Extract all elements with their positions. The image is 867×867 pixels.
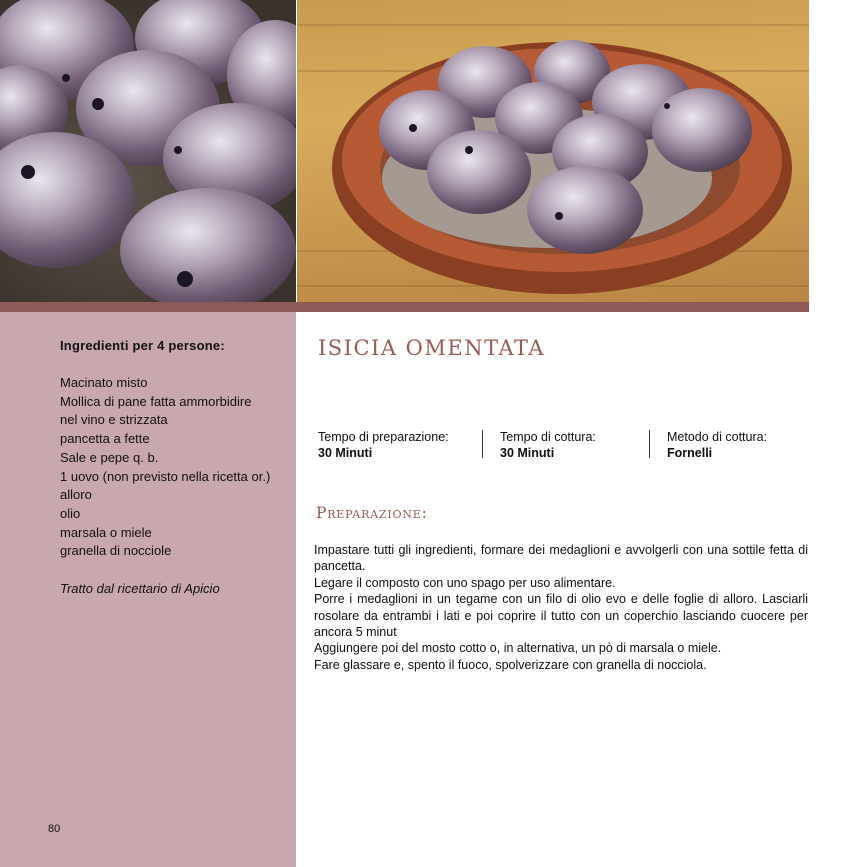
- ingredient-item: marsala o miele: [60, 524, 152, 540]
- preparation-paragraph: Legare il composto con uno spago per uso alimentare.: [314, 575, 616, 590]
- preparation-paragraph: Aggiungere poi del mosto cotto o, in alternativa, un pò di marsala o miele.: [314, 641, 722, 656]
- meta-label: Tempo di cottura:: [500, 430, 596, 444]
- preparation-paragraph: Impastare tutti gli ingredienti, formare dei medaglioni e avvolgerli con una sottile fetta di pancetta.: [314, 543, 808, 574]
- meta-divider: [482, 430, 483, 458]
- meta-label: Tempo di preparazione:: [318, 430, 449, 444]
- meta-label: Metodo di cottura:: [667, 430, 768, 444]
- meta-cook-method: [667, 429, 767, 461]
- preparation-heading: Preparazione:: [316, 504, 428, 522]
- ingredient-list: [60, 374, 270, 561]
- clay-dish-photo: [297, 0, 809, 302]
- preparation-paragraph: Fare glassare e, spento il fuoco, spolverizzare con granella di nocciola.: [314, 657, 707, 672]
- meatballs-closeup-illustration: [0, 0, 296, 302]
- photo-bottom-strip: [0, 302, 809, 312]
- ingredient-item: granella di nocciole: [60, 543, 172, 559]
- recipe-title: ISICIA OMENTATA: [318, 336, 546, 360]
- ingredient-item: Sale e pepe q. b.: [60, 449, 159, 465]
- ingredients-heading: Ingredienti per 4 persone:: [60, 338, 225, 353]
- ingredient-item: Mollica di pane fatta ammorbidire: [60, 393, 252, 409]
- ingredient-item: Macinato misto: [60, 375, 148, 390]
- meta-divider: [649, 430, 650, 458]
- ingredient-item: pancetta a fette: [60, 431, 150, 447]
- ingredient-item: nel vino e strizzata: [60, 412, 168, 428]
- meta-value: 30 Minuti: [500, 446, 555, 460]
- meatballs-closeup-photo: [0, 0, 296, 302]
- meta-value: Fornelli: [667, 446, 713, 460]
- source-note: Tratto dal ricettario di Apicio: [60, 581, 220, 596]
- ingredient-item: olio: [60, 505, 81, 521]
- ingredient-item: alloro: [60, 487, 92, 503]
- meta-value: 30 Minuti: [318, 446, 373, 460]
- page-number: 80: [48, 823, 61, 835]
- preparation-paragraph: Porre i medaglioni in un tegame con un filo di olio evo e delle foglie di alloro. Lasciarli rosolare da entrambi i lati e poi coprire il tutto con un coperchio lasciando cuocere per ancora 5 minut: [314, 592, 808, 640]
- recipe-meta: [318, 429, 808, 463]
- ingredients-sidebar: [0, 312, 296, 867]
- meta-prep-time: [318, 429, 449, 461]
- meta-cook-time: [500, 429, 596, 461]
- ingredient-item: 1 uovo (non previsto nella ricetta or.): [60, 468, 271, 484]
- meatballs-in-dish-illustration: [297, 0, 809, 302]
- preparation-text: [314, 542, 808, 673]
